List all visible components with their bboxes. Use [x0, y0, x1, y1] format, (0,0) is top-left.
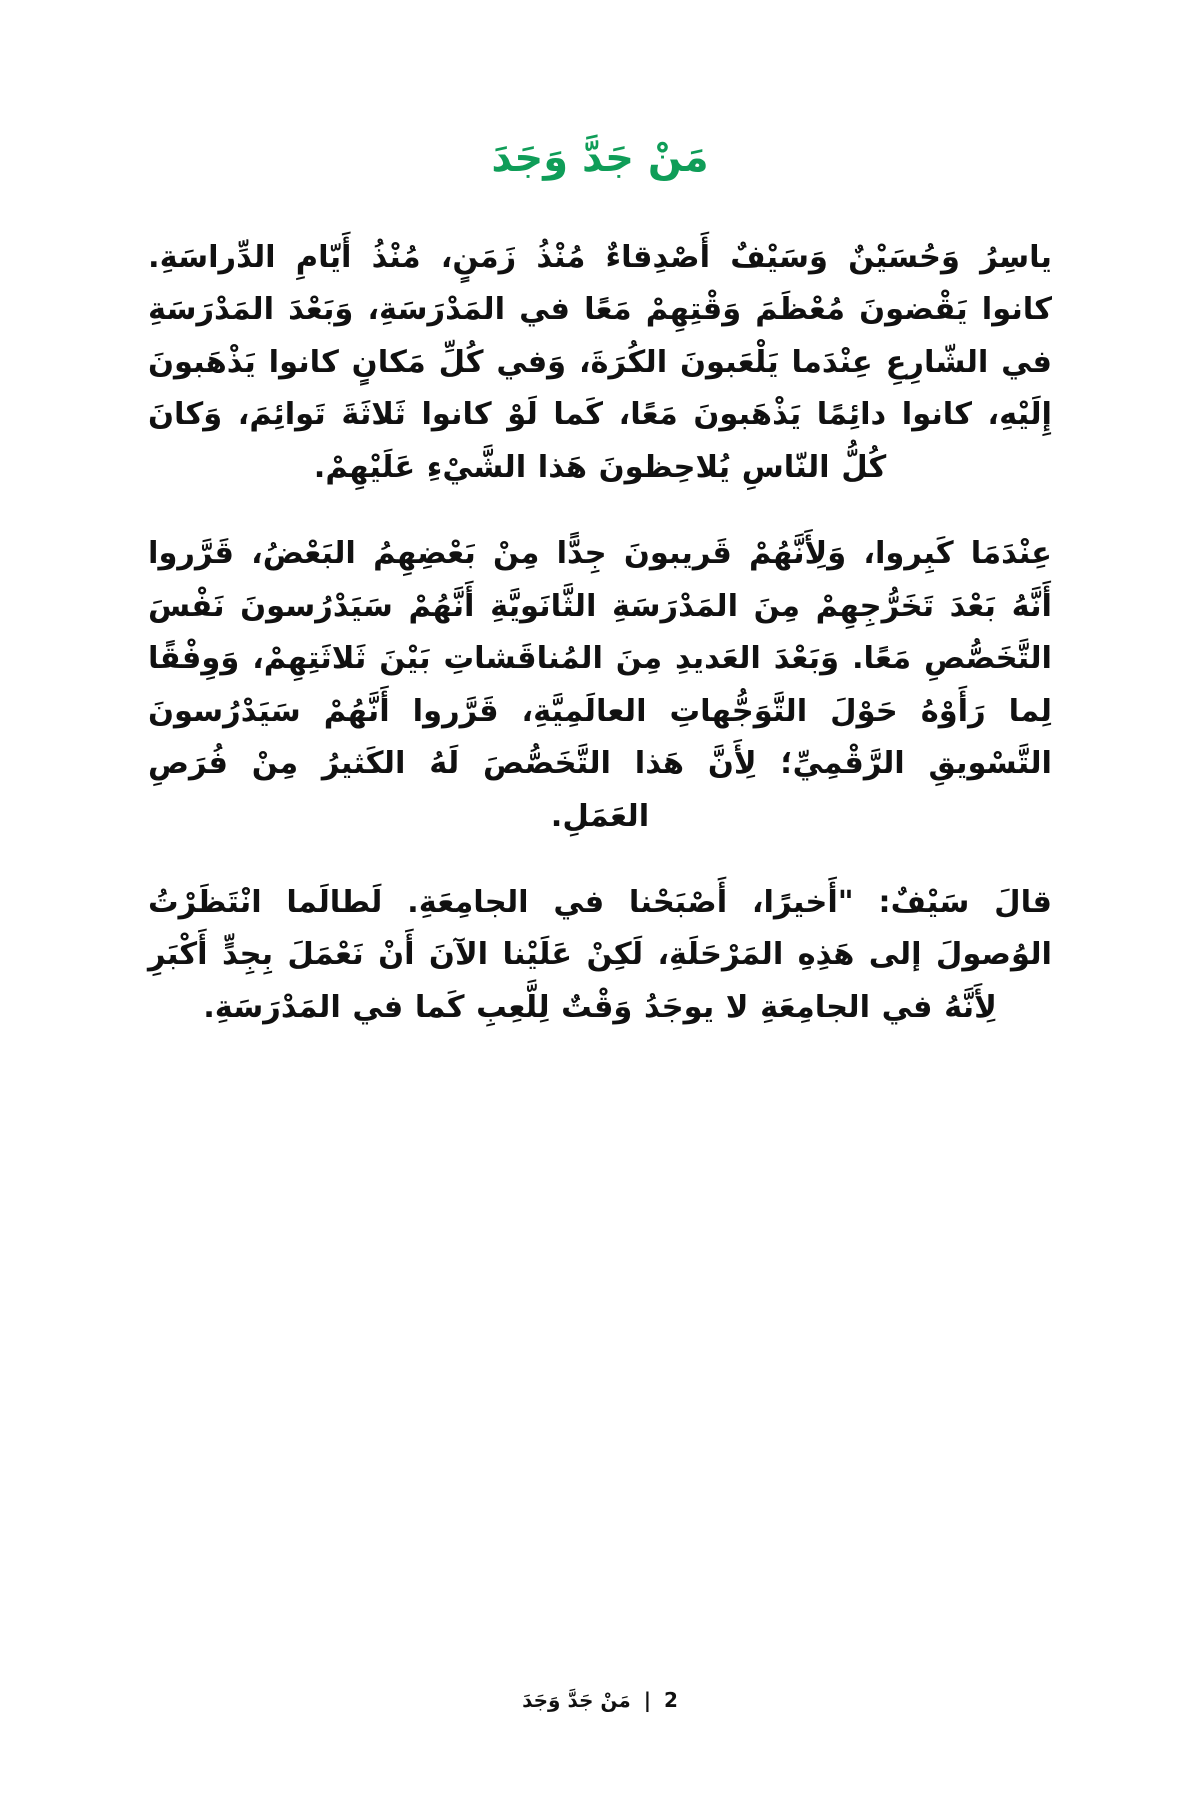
footer-page-number: 2 [664, 1688, 678, 1712]
paragraph-3: قالَ سَيْفٌ: "أَخيرًا، أَصْبَحْنا في الجامِعَةِ. لَطالَما انْتَظَرْتُ الوُصولَ إلى هَذِهِ المَرْحَلَةِ، لَكِنْ عَلَيْنا الآنَ أَنْ نَعْمَلَ بِجِدٍّ أَكْبَرِ لِأَنَّهُ في الجامِعَةِ لا يوجَدُ وَقْتٌ لِلَّعِبِ كَما في المَدْرَسَةِ. [148, 884, 1052, 1025]
footer-title: مَنْ جَدَّ وَجَدَ [522, 1688, 631, 1712]
footer-separator: | [643, 1688, 652, 1712]
paragraph-1: ياسِرُ وَحُسَيْنٌ وَسَيْفٌ أَصْدِقاءٌ مُنْذُ زَمَنٍ، مُنْذُ أَيّامِ الدِّراسَةِ. كانوا يَقْضونَ مُعْظَمَ وَقْتِهِمْ مَعًا في المَدْرَسَةِ، وَبَعْدَ المَدْرَسَةِ في الشّارِعِ عِنْدَما يَلْعَبونَ الكُرَةَ، وَفي كُلِّ مَكانٍ كانوا يَذْهَبونَ إِلَيْهِ، كانوا دائِمًا يَذْهَبونَ مَعًا، كَما لَوْ كانوا ثَلاثَةَ تَوائِمَ، وَكانَ كُلُّ النّاسِ يُلاحِظونَ هَذا الشَّيْءِ عَلَيْهِمْ. [148, 240, 1052, 485]
page-footer [0, 1688, 1200, 1712]
paragraph-2: عِنْدَمَا كَبِروا، وَلِأَنَّهُمْ قَريبونَ جِدًّا مِنْ بَعْضِهِمُ البَعْضُ، قَرَّروا أَنَّهُ بَعْدَ تَخَرُّجِهِمْ مِنَ المَدْرَسَةِ الثَّانَويَّةِ أَنَّهُمْ سَيَدْرُسونَ نَفْسَ التَّخَصُّصِ مَعًا. وَبَعْدَ العَديدِ مِنَ المُناقَشاتِ بَيْنَ ثَلاثَتِهِمْ، وَوِفْقًا لِما رَأَوْهُ حَوْلَ التَّوَجُّهاتِ العالَمِيَّةِ، قَرَّروا أَنَّهُمْ سَيَدْرُسونَ التَّسْويقِ الرَّقْمِيِّ؛ لِأَنَّ هَذا التَّخَصُّصَ لَهُ الكَثيرُ مِنْ فُرَصِ العَمَلِ. [148, 536, 1052, 834]
page-title: مَنْ جَدَّ وَجَدَ [491, 135, 709, 181]
